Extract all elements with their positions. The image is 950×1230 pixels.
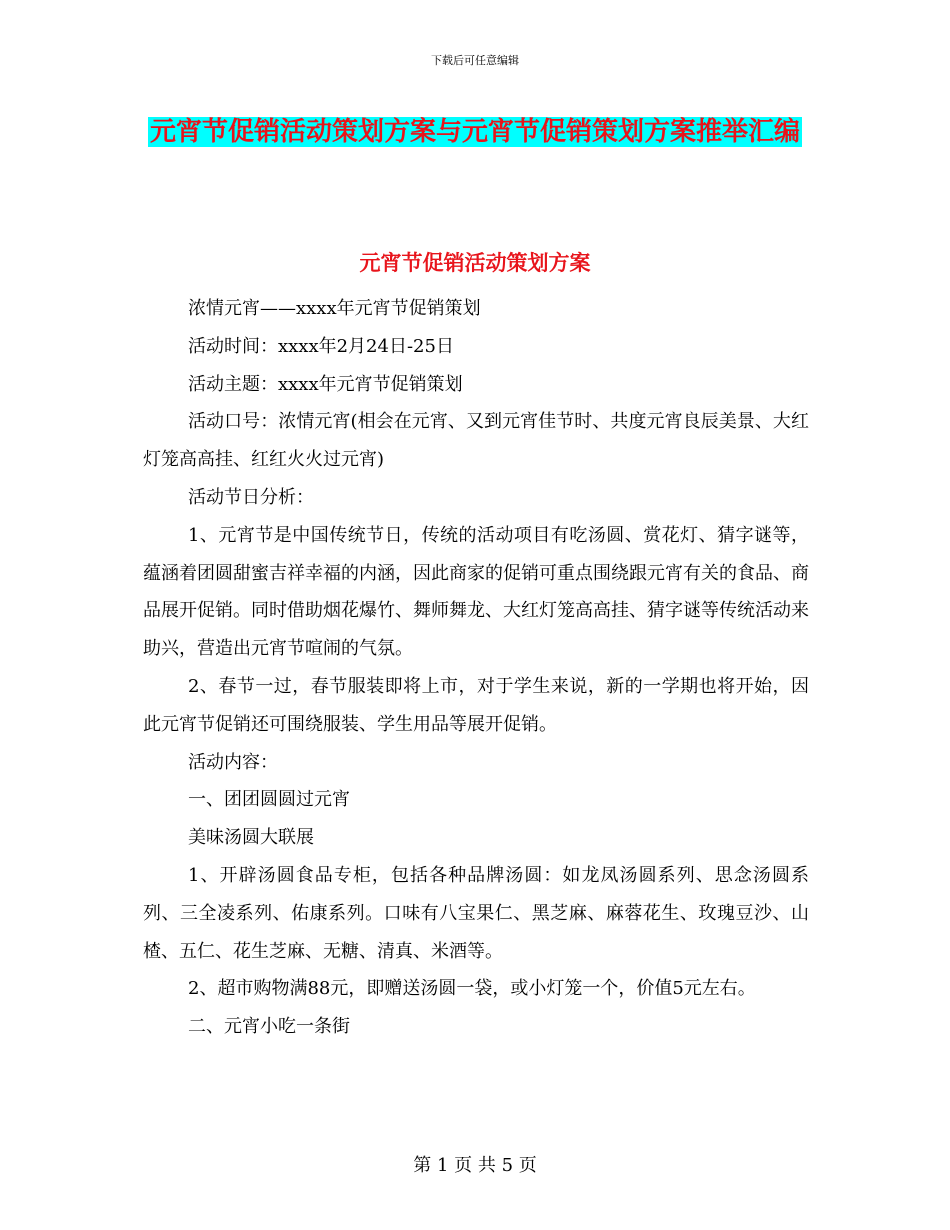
paragraph: 2、超市购物满88元，即赠送汤圆一袋，或小灯笼一个，价值5元左右。 <box>188 978 756 1000</box>
document-title-text: 元宵节促销活动策划方案与元宵节促销策划方案推举汇编 <box>149 117 800 147</box>
section-title: 元宵节促销活动策划方案 <box>359 251 591 275</box>
paragraph: 2、春节一过，春节服装即将上市，对于学生来说，新的一学期也将开始，因此元宵节促销还可围绕服装、学生用品等展开促销。 <box>143 675 809 735</box>
paragraph: 活动时间：xxxx年2月24日-25日 <box>188 335 454 357</box>
paragraph: 活动内容： <box>188 751 278 773</box>
document-title <box>140 108 810 156</box>
paragraph: 二、元宵小吃一条街 <box>188 1016 350 1038</box>
paragraph: 一、团团圆圆过元宵 <box>188 789 350 811</box>
header-note: 下载后可任意编辑 <box>431 54 519 67</box>
paragraph: 活动口号：浓情元宵(相会在元宵、又到元宵佳节时、共度元宵良辰美景、大红灯笼高高挂、红红火火过元宵) <box>143 411 809 471</box>
paragraph: 1、元宵节是中国传统节日，传统的活动项目有吃汤圆、赏花灯、猜字谜等，蕴涵着团圆甜蜜吉祥幸福的内涵，因此商家的促销可重点围绕跟元宵有关的食品、商品展开促销。同时借助烟花爆竹、舞师舞龙、大红灯笼高高挂、猜字谜等传统活动来助兴，营造出元宵节喧闹的气氛。 <box>143 524 809 660</box>
paragraph: 活动主题：xxxx年元宵节促销策划 <box>188 373 463 395</box>
paragraph: 1、开辟汤圆食品专柜，包括各种品牌汤圆：如龙凤汤圆系列、思念汤圆系列、三全凌系列、佑康系列。口味有八宝果仁、黑芝麻、麻蓉花生、玫瑰豆沙、山楂、五仁、花生芝麻、无糖、清真、米酒等。 <box>143 864 809 962</box>
document-body <box>143 290 809 1046</box>
paragraph: 美味汤圆大联展 <box>188 827 314 849</box>
page-number: 第 1 页 共 5 页 <box>413 1155 537 1176</box>
paragraph: 浓情元宵——xxxx年元宵节促销策划 <box>188 298 481 319</box>
paragraph: 活动节日分析： <box>188 486 314 508</box>
